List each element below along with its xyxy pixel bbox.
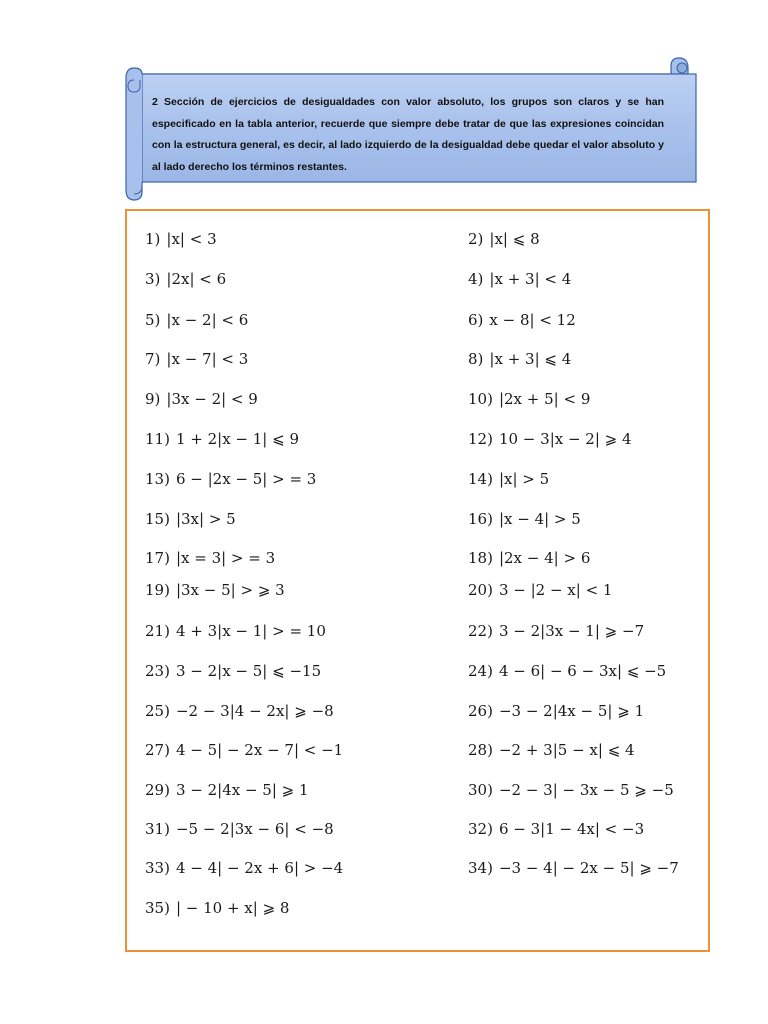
exercise-11: 11) 1 + 2|x − 1| ⩽ 9 <box>145 430 300 448</box>
exercise-30: 30) −2 − 3| − 3x − 5 ⩾ −5 <box>468 781 674 799</box>
exercise-26: 26) −3 − 2|4x − 5| ⩾ 1 <box>468 702 645 720</box>
exercise-31: 31) −5 − 2|3x − 6| < −8 <box>145 820 334 838</box>
exercise-4: 4) |x + 3| < 4 <box>468 270 572 288</box>
exercise-10: 10) |2x + 5| < 9 <box>468 390 591 408</box>
exercise-29: 29) 3 − 2|4x − 5| ⩾ 1 <box>145 781 309 799</box>
exercise-25: 25) −2 − 3|4 − 2x| ⩾ −8 <box>145 702 334 720</box>
exercise-16: 16) |x − 4| > 5 <box>468 510 581 528</box>
exercise-18: 18) |2x − 4| > 6 <box>468 549 591 567</box>
exercise-28: 28) −2 + 3|5 − x| ⩽ 4 <box>468 741 635 759</box>
exercise-13: 13) 6 − |2x − 5| > = 3 <box>145 470 317 488</box>
instructions-scroll <box>120 56 702 204</box>
exercise-34: 34) −3 − 4| − 2x − 5| ⩾ −7 <box>468 859 679 877</box>
exercise-33: 33) 4 − 4| − 2x + 6| > −4 <box>145 859 344 877</box>
exercise-5: 5) |x − 2| < 6 <box>145 311 249 329</box>
exercise-3: 3) |2x| < 6 <box>145 270 227 288</box>
exercise-2: 2) |x| ⩽ 8 <box>468 230 540 248</box>
exercise-23: 23) 3 − 2|x − 5| ⩽ −15 <box>145 662 322 680</box>
exercise-35: 35) | − 10 + x| ⩾ 8 <box>145 899 290 917</box>
exercise-21: 21) 4 + 3|x − 1| > = 10 <box>145 622 326 640</box>
exercise-6: 6) x − 8| < 12 <box>468 311 576 329</box>
exercise-24: 24) 4 − 6| − 6 − 3x| ⩽ −5 <box>468 662 667 680</box>
exercise-9: 9) |3x − 2| < 9 <box>145 390 258 408</box>
exercise-14: 14) |x| > 5 <box>468 470 550 488</box>
exercise-22: 22) 3 − 2|3x − 1| ⩾ −7 <box>468 622 645 640</box>
exercise-17: 17) |x = 3| > = 3 <box>145 549 276 567</box>
exercise-12: 12) 10 − 3|x − 2| ⩾ 4 <box>468 430 632 448</box>
exercise-20: 20) 3 − |2 − x| < 1 <box>468 581 613 599</box>
instructions-text: 2 Sección de ejercicios de desigualdades con valor absoluto, los grupos son claros y se han especificado en la tabla anterior, recuerde que siempre debe tratar de que las expresiones coincidan con la estructura general, es decir, al lado izquierdo de la desigualdad debe quedar el valor absoluto y al lado derecho los términos restantes. <box>152 96 664 173</box>
exercise-7: 7) |x − 7| < 3 <box>145 350 249 368</box>
exercise-27: 27) 4 − 5| − 2x − 7| < −1 <box>145 741 344 759</box>
exercise-15: 15) |3x| > 5 <box>145 510 236 528</box>
exercise-8: 8) |x + 3| ⩽ 4 <box>468 350 572 368</box>
exercise-1: 1) |x| < 3 <box>145 230 217 248</box>
exercise-19: 19) |3x − 5| > ⩾ 3 <box>145 581 285 599</box>
exercise-32: 32) 6 − 3|1 − 4x| < −3 <box>468 820 645 838</box>
